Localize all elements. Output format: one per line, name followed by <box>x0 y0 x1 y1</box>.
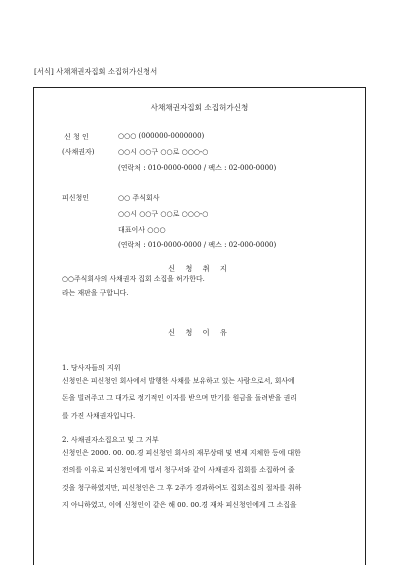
respondent-representative: 대표이사 ○○○ <box>118 226 166 234</box>
reason-heading: 신 청 이 유 <box>168 328 231 337</box>
respondent-company: ○○ 주식회사 <box>118 194 160 202</box>
respondent-label: 피신청인 <box>62 194 90 202</box>
section-1-line: 를 가진 사채권자입니다. <box>62 411 136 420</box>
section-1-text <box>62 373 344 425</box>
section-1-line: 신청인은 피신청인 회사에서 발행한 사채를 보유하고 있는 사람으로서, 회사에 <box>62 377 295 385</box>
applicant-label: 신 청 인 <box>64 133 89 141</box>
form-label: [서식] 사채채권자집회 소집허가신청서 <box>34 67 158 76</box>
section-2-line: 것을 청구하였지만, 피신청인은 그 후 2주가 경과하여도 집회소집의 절차를 취하 <box>62 483 302 492</box>
document-title: 사채채권자집회 소집허가신청 <box>150 103 249 112</box>
respondent-contact: (연락처 : 010-0000-0000 / 팩스 : 02-000-0000) <box>118 241 277 249</box>
applicant-role-label: (사채권자) <box>62 148 95 156</box>
section-1-heading: 1. 당사자들의 지위 <box>62 364 121 372</box>
respondent-address: ○○시 ○○구 ○○로 ○○○-○ <box>118 210 209 218</box>
applicant-name: ○○○ (000000-0000000) <box>118 132 205 140</box>
applicant-contact: (연락처 : 010-0000-0000 / 팩스 : 02-000-0000) <box>118 164 277 172</box>
purpose-line: ○○주식회사의 사채권자 집회 소집을 허가한다. <box>62 275 205 283</box>
purpose-text <box>62 271 344 303</box>
section-2-line: 전의를 이유로 피신청인에게 법서 청구서와 같이 사채권자 집회를 소집하여 줄 <box>62 466 295 475</box>
purpose-heading: 신 청 취 지 <box>168 264 231 273</box>
section-2-text <box>62 445 344 514</box>
section-1-line: 돈을 빌려주고 그 대가로 정기적인 이자를 받으며 만기를 원금을 돌려받을 권리 <box>62 394 297 403</box>
section-2-heading: 2. 사채권자소집요고 및 그 거부 <box>62 436 159 444</box>
section-2-line: 지 아니하였고, 이에 신청인이 같은 해 00. 00.경 재차 피신청인에게 그 소집을 <box>62 500 297 509</box>
purpose-line: 라는 재판을 구합니다. <box>62 289 129 298</box>
document-frame <box>33 87 366 565</box>
applicant-address: ○○시 ○○구 ○○로 ○○○-○ <box>118 148 209 156</box>
section-2-line: 신청인은 2000. 00. 00.경 피신청인 회사의 재무상태 및 변제 지체한 등에 대한 <box>62 449 301 457</box>
